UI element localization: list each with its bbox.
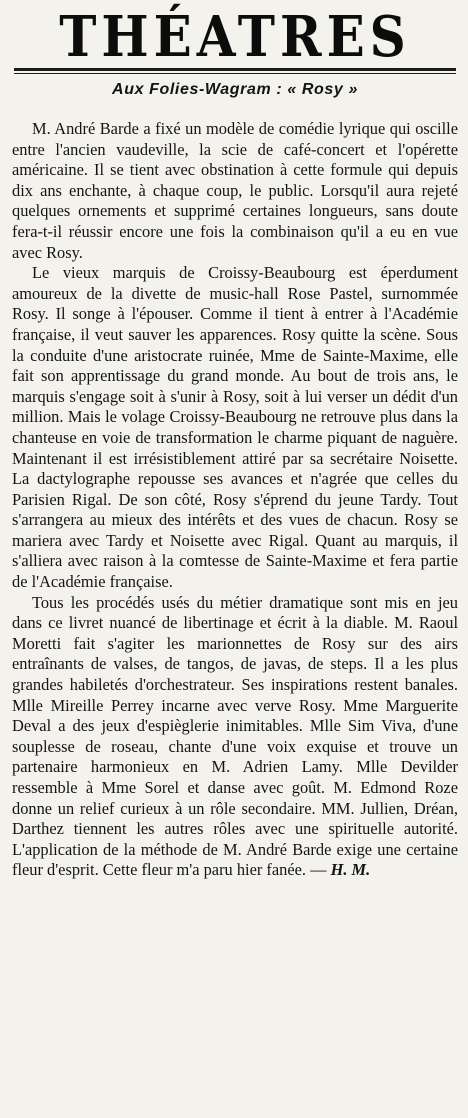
article-headline: Aux Folies-Wagram : « Rosy » — [112, 81, 358, 98]
section-title: THÉATRES — [59, 3, 411, 70]
article-paragraph-3 — [12, 593, 458, 881]
article-body — [12, 119, 458, 881]
article-paragraph-1: M. André Barde a fixé un modèle de comédie lyrique qui oscille entre l'ancien vaudeville, la scie de café-concert et l'opérette américaine. Il se tient avec obstination à cette formule qui depuis dix ans enchante, à chaque coup, le public. Lorsqu'il aura rejeté quelques ornements et supprimé certaines longueurs, sans doute fera-t-il réussir encore une fois la combinaison qu'il a eu en vue avec Rosy. — [12, 119, 458, 262]
article-paragraph-3-text: Tous les procédés usés du métier dramatique sont mis en jeu dans ce livret nuancé de libertinage et écrit à la diable. M. Raoul Moretti fait s'agiter les marionnettes de Rosy sur des airs entraînants de valses, de tangos, de javas, de steps. Il a les plus grandes habiletés d'orchestrateur. Ses inspirations restent banales. Mlle Mireille Perrey incarne avec verve Rosy. Mme Marguerite Deval a des jeux d'espièglerie inimitables. Mlle Sim Viva, d'une souplesse de roseau, chante d'une voix exquise et trouve un partenaire harmonieux en M. Adrien Lamy. Mlle Devilder ressemble à Mme Sorel et danse avec goût. M. Edmond Roze donne un relief curieux à un rôle secondaire. MM. Jullien, Dréan, Darthez tiennent les autres rôles avec une spirituelle autorité. L'application de la méthode de M. André Barde exige une certaine fleur d'esprit. Cette fleur m'a paru hier fanée. — — [12, 592, 458, 880]
title-rule-thin — [14, 73, 456, 74]
article-paragraph-2: Le vieux marquis de Croissy-Beaubourg est éperdument amoureux de la divette de music-hall Rose Pastel, surnommée Rosy. Il songe à l'épouser. Comme il tient à entrer à l'Académie française, il veut sauver les apparences. Rosy quitte la scène. Sous la conduite d'une aristocrate ruinée, Mme de Sainte-Maxime, elle fait son apprentissage du grand monde. Au bout de trois ans, le marquis s'engage soit à s'unir à Rosy, soit à lui verser un dédit d'un million. Mais le volage Croissy-Beaubourg ne retrouve plus dans la chanteuse en voie de transformation le charme piquant de naguère. Maintenant il est irrésistiblement attiré par sa secrétaire Noisette. La dactylographe repousse ses avances et n'agrée que celles du Parisien Rigal. De son côté, Rosy s'éprend du jeune Tardy. Tout s'arrangera au mieux des intérêts et des vues de chacun. Rosy se mariera avec Tardy et Noisette avec Rigal. Quant au marquis, il s'alliera avec raison à la comtesse de Sainte-Maxime et fera partie de l'Académie française. — [12, 263, 458, 592]
author-signature: H. M. — [330, 860, 371, 880]
